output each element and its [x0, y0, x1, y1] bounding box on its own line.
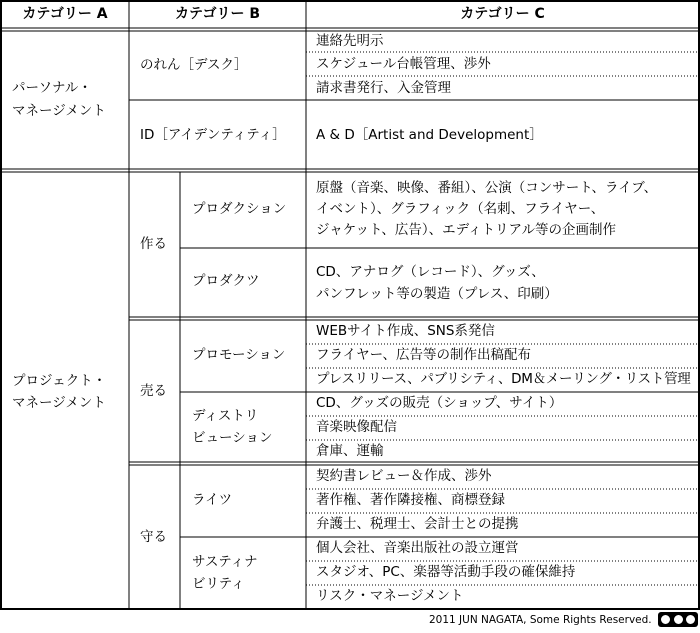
rights-item-2: 著作権、著作隣接権、商標登録 — [316, 492, 505, 508]
project-a-line1: プロジェクト・ — [12, 373, 107, 389]
sustain-item-1: 個人会社、音楽出版社の設立運営 — [316, 540, 519, 556]
rights-item-1: 契約書レビュー＆作成、渉外 — [316, 468, 492, 484]
noren-item-3: 請求書発行、入金管理 — [316, 80, 451, 96]
id-item: A & D［Artist and Development］ — [316, 127, 543, 143]
personal-a-line1: パーソナル・ — [12, 80, 92, 96]
project-a-line2: マネージメント — [12, 395, 106, 411]
distribution-b-line2: ビューション — [192, 430, 273, 446]
noren-item-2: スケジュール台帳管理、渉外 — [316, 56, 491, 72]
promotion-item-1: WEBサイト作成、SNS系発信 — [316, 323, 495, 339]
tsukuru-label: 作る — [140, 236, 167, 252]
products-line-1: CD、アナログ（レコード）、グッズ、 — [316, 264, 545, 280]
rights-item-3: 弁護士、税理士、会計士との提携 — [316, 516, 519, 532]
personal-a-line2: マネージメント — [12, 103, 106, 119]
id-b: ID［アイデンティティ］ — [140, 127, 286, 143]
distribution-item-3: 倉庫、運輸 — [316, 443, 384, 459]
header-category-c: カテゴリー C — [460, 6, 545, 22]
production-line-1: 原盤（音楽、映像、番組）、公演（コンサート、ライブ、 — [316, 180, 658, 196]
sustain-item-3: リスク・マネージメント — [316, 588, 464, 604]
production-line-3: ジャケット、広告）、エディトリアル等の企画制作 — [316, 222, 616, 238]
sustain-b-line1: サスティナ — [192, 554, 258, 570]
distribution-item-1: CD、グッズの販売（ショップ、サイト） — [316, 395, 563, 411]
noren-b: のれん［デスク］ — [140, 57, 248, 73]
header-category-b: カテゴリー B — [175, 6, 260, 22]
uru-label: 売る — [140, 383, 167, 399]
creative-commons-badge-icon — [658, 612, 698, 627]
promotion-b: プロモーション — [192, 347, 286, 363]
promotion-item-2: フライヤー、広告等の制作出稿配布 — [316, 347, 532, 363]
distribution-b-line1: ディストリ — [192, 408, 259, 424]
mamoru-label: 守る — [140, 529, 167, 545]
products-b: プロダクツ — [192, 273, 260, 289]
production-b: プロダクション — [192, 201, 287, 217]
rights-b: ライツ — [192, 492, 233, 508]
header-category-a: カテゴリー A — [22, 6, 108, 22]
products-line-2: パンフレット等の製造（プレス、印刷） — [316, 286, 558, 302]
promotion-item-3: プレスリリース、パブリシティ、DM＆メーリング・リスト管理 — [316, 371, 691, 387]
production-line-2: イベント）、グラフィック（名刺、フライヤー、 — [316, 201, 605, 217]
distribution-item-2: 音楽映像配信 — [316, 419, 397, 435]
sustain-b-line2: ビリティ — [192, 576, 245, 592]
copyright-footer: 2011 JUN NAGATA, Some Rights Reserved. — [429, 614, 652, 626]
sustain-item-2: スタジオ、PC、楽器等活動手段の確保維持 — [316, 564, 576, 580]
noren-item-1: 連絡先明示 — [316, 33, 384, 49]
